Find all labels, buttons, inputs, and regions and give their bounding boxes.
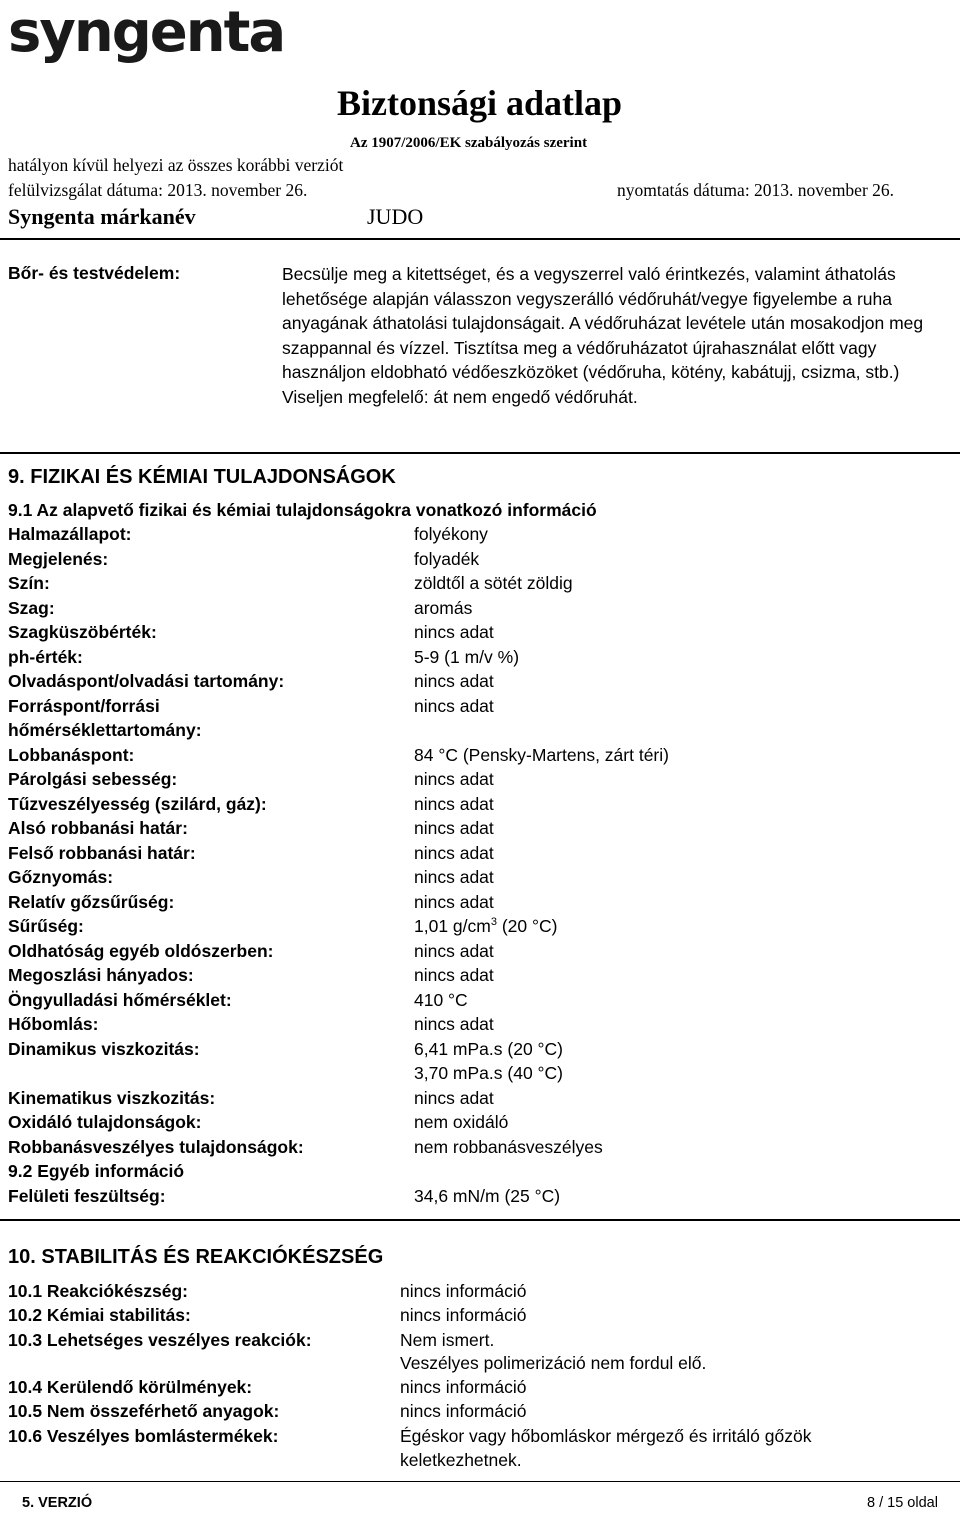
skin-protection-paragraph: Becsülje meg a kitettséget, és a vegyszerrel való érintkezés, valamint áthatolás lehetősége alapján válasszon vegyszerálló védőruhát/vegye figyelembe a ruha anyagának áthatolási tulajdonságait. A védőruházat levétele után mosakodjon meg szappannal és vízzel. Tisztítsa meg a védőruházatot újrahasználat előtt vagy használjon eldobható védőeszközöket (védőruha, kötény, kabátujj, csizma, stb.) [282, 264, 924, 382]
header-divider [0, 238, 960, 240]
prop-label: 10.3 Lehetséges veszélyes reakciók: [8, 1330, 312, 1350]
prop-label: 10.4 Kerülendő körülmények: [8, 1377, 253, 1397]
prop-label: Lobbanáspont: [8, 745, 135, 765]
section-divider [0, 452, 960, 454]
prop-label: Megoszlási hányados: [8, 965, 194, 985]
section-9-title: 9. FIZIKAI ÉS KÉMIAI TULAJDONSÁGOK [8, 466, 396, 488]
prop-label: Olvadáspont/olvadási tartomány: [8, 671, 285, 691]
prop-value: nincs adat [414, 941, 494, 961]
prop-label: Gőznyomás: [8, 867, 114, 887]
prop-value: nincs adat [414, 843, 494, 863]
prop-label: Hőbomlás: [8, 1014, 99, 1034]
prop-label: 10.2 Kémiai stabilitás: [8, 1305, 191, 1325]
prop-value: 6,41 mPa.s (20 °C) [414, 1039, 563, 1059]
prop-label: Szagküszöbérték: [8, 622, 157, 642]
prop-label: Forráspont/forrási [8, 696, 160, 716]
prop-label: Kinematikus viszkozitás: [8, 1088, 216, 1108]
section-divider [0, 1219, 960, 1221]
prop-value: nincs adat [414, 769, 494, 789]
prop-label: hőmérséklettartomány: [8, 720, 202, 740]
prop-label: Sűrűség: [8, 916, 84, 936]
prop-label: Megjelenés: [8, 549, 109, 569]
prop-value: nincs információ [400, 1305, 527, 1325]
skin-protection-label: Bőr- és testvédelem: [8, 263, 181, 283]
prop-value: nincs adat [414, 1014, 494, 1034]
print-date: nyomtatás dátuma: 2013. november 26. [617, 180, 895, 200]
prop-label: Oldhatóság egyéb oldószerben: [8, 941, 274, 961]
prop-value: nincs adat [414, 965, 494, 985]
prop-label: Öngyulladási hőmérséklet: [8, 990, 232, 1010]
revision-date: felülvizsgálat dátuma: 2013. november 26. [8, 180, 308, 200]
density-number: 1,01 g/cm [414, 916, 491, 936]
prop-value: nincs adat [414, 696, 494, 716]
prop-value: nincs adat [414, 671, 494, 691]
footer-divider [0, 1481, 960, 1482]
prop-value: 34,6 mN/m (25 °C) [414, 1186, 561, 1206]
prop-value: nincs információ [400, 1377, 527, 1397]
prop-value: nincs adat [414, 892, 494, 912]
prop-label: Oxidáló tulajdonságok: [8, 1112, 202, 1132]
prop-value: aromás [414, 598, 473, 618]
footer-page-number: 8 / 15 oldal [867, 1495, 938, 1511]
prop-value: Nem ismert. [400, 1330, 495, 1350]
prop-value: nincs adat [414, 794, 494, 814]
prop-value: nincs adat [414, 622, 494, 642]
prop-label: Szín: [8, 573, 50, 593]
prop-label: Halmazállapot: [8, 524, 132, 544]
section-10-title: 10. STABILITÁS ÉS REAKCIÓKÉSZSÉG [8, 1246, 384, 1268]
brand-value: JUDO [367, 204, 424, 229]
prop-value: 5-9 (1 m/v %) [414, 647, 520, 667]
density-temperature: (20 °C) [496, 916, 558, 936]
prop-value: 410 °C [414, 990, 468, 1010]
skin-protection-text [282, 262, 942, 409]
prop-value: nem oxidáló [414, 1112, 509, 1132]
footer-version: 5. VERZIÓ [22, 1495, 93, 1511]
prop-label: Relatív gőzsűrűség: [8, 892, 175, 912]
prop-value: nincs adat [414, 818, 494, 838]
section-9-1-subtitle: 9.1 Az alapvető fizikai és kémiai tulajdonságokra vonatkozó információ [8, 500, 597, 520]
prop-label: Dinamikus viszkozitás: [8, 1039, 200, 1059]
prop-label: 10.5 Nem összeférhető anyagok: [8, 1401, 280, 1421]
section-9-2-subtitle: 9.2 Egyéb információ [8, 1161, 185, 1181]
prop-value: zöldtől a sötét zöldig [414, 573, 573, 593]
prop-value: 3,70 mPa.s (40 °C) [414, 1063, 563, 1083]
regulation-subtitle: Az 1907/2006/EK szabályozás szerint [350, 135, 588, 151]
prop-value: nem robbanásveszélyes [414, 1137, 603, 1157]
density-exponent: 3 [490, 916, 497, 929]
prop-label: Párolgási sebesség: [8, 769, 178, 789]
prop-value: 84 °C (Pensky-Martens, zárt téri) [414, 745, 669, 765]
prop-label: 10.1 Reakciókészség: [8, 1281, 188, 1301]
prop-label: ph-érték: [8, 647, 83, 667]
prop-value: nincs információ [400, 1401, 527, 1421]
density-value [414, 916, 557, 937]
prop-value: folyadék [414, 549, 480, 569]
supersedes-note: hatályon kívül helyezi az összes korábbi verziót [8, 155, 344, 175]
prop-label: Alsó robbanási határ: [8, 818, 188, 838]
prop-value: Veszélyes polimerizáció nem fordul elő. [400, 1353, 707, 1373]
skin-protection-advice: Viseljen megfelelő: át nem engedő védőruhát. [282, 386, 638, 407]
prop-label: 10.6 Veszélyes bomlástermékek: [8, 1426, 279, 1446]
prop-label: Szag: [8, 598, 55, 618]
prop-label: Felső robbanási határ: [8, 843, 196, 863]
syngenta-logo: syngenta [8, 0, 285, 65]
document-title: Biztonsági adatlap [337, 83, 623, 123]
prop-value: nincs információ [400, 1281, 527, 1301]
prop-value: nincs adat [414, 1088, 494, 1108]
prop-value: Égéskor vagy hőbomláskor mérgező és irritáló gőzök [400, 1426, 812, 1446]
prop-value: folyékony [414, 524, 488, 544]
prop-value: nincs adat [414, 867, 494, 887]
prop-label: Felületi feszültség: [8, 1186, 166, 1206]
brand-label: Syngenta márkanév [8, 204, 196, 229]
prop-value: keletkezhetnek. [400, 1450, 522, 1470]
prop-label: Robbanásveszélyes tulajdonságok: [8, 1137, 304, 1157]
prop-label: Tűzveszélyesség (szilárd, gáz): [8, 794, 267, 814]
